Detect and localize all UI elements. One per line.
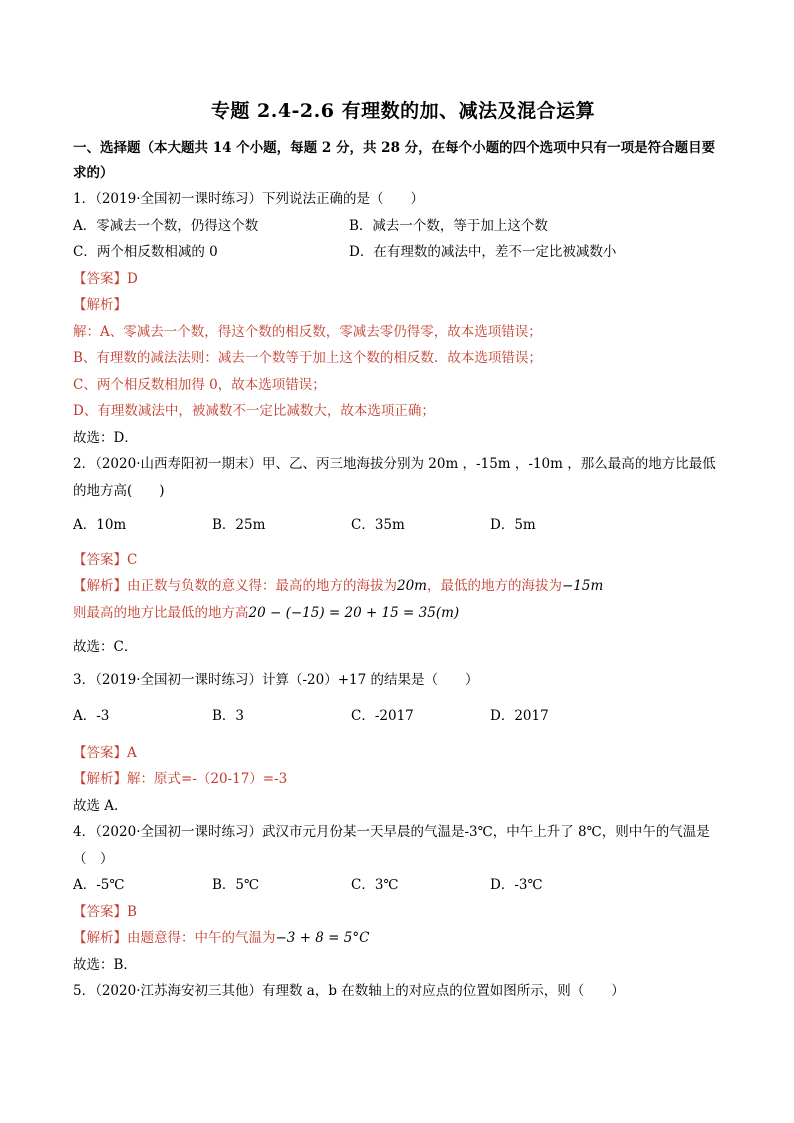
question-4-option-b: B．5℃ bbox=[212, 877, 260, 893]
question-5-stem: 5．（2020·江苏海安初三其他）有理数 a，b 在数轴上的对应点的位置如图所示，则（ ） bbox=[73, 983, 625, 999]
question-3-analysis-label: 【解析】 bbox=[73, 771, 127, 787]
question-3-option-a: A．-3 bbox=[73, 708, 110, 724]
question-3-options bbox=[73, 703, 733, 730]
question-1-option-b: B．减去一个数，等于加上这个数 bbox=[349, 217, 548, 234]
question-1-analysis-line: B、有理数的减法法则：减去一个数等于加上这个数的相反数．故本选项错误； bbox=[73, 350, 542, 366]
question-4-option-a: A．-5℃ bbox=[73, 877, 125, 893]
question-4-analysis-text: 由题意得：中午的气温为 bbox=[127, 930, 276, 946]
question-4-stem-line2: （ ） bbox=[73, 850, 114, 867]
question-2-answer: 【答案】C bbox=[73, 551, 138, 568]
question-2-analysis-mid: ，最低的地方的海拔为 bbox=[426, 578, 562, 594]
question-2-formula-max: 20m bbox=[397, 578, 427, 594]
question-1-stem: 1．（2019·全国初一课时练习）下列说法正确的是（ ） bbox=[73, 191, 424, 207]
question-3-option-c: C．-2017 bbox=[351, 708, 414, 724]
question-1-analysis-label: 【解析】 bbox=[73, 297, 127, 313]
question-2-conclusion: 故选：C． bbox=[73, 639, 138, 655]
question-2-analysis-line2 bbox=[73, 600, 733, 627]
question-3-analysis bbox=[73, 766, 733, 793]
question-3-conclusion: 故选 A. bbox=[73, 797, 119, 814]
question-4-analysis bbox=[73, 925, 733, 952]
question-3-stem: 3．（2019·全国初一课时练习）计算（-20）+17 的结果是（ ） bbox=[73, 671, 479, 688]
question-1-option-d: D．在有理数的减法中，差不一定比被减数小 bbox=[349, 244, 617, 260]
question-2-option-d: D．5m bbox=[490, 517, 536, 533]
question-2-option-a: A．10m bbox=[73, 517, 127, 533]
question-2-line2-formula: 20 − (−15) = 20 + 15 = 35(m) bbox=[248, 604, 460, 621]
question-2-analysis-label: 【解析】 bbox=[73, 578, 127, 594]
question-5 bbox=[73, 978, 733, 1005]
question-4-answer: 【答案】B bbox=[73, 903, 137, 920]
question-1-analysis-line: D、有理数减法中，被减数不一定比减数大，故本选项正确； bbox=[73, 403, 435, 419]
question-1 bbox=[73, 186, 733, 451]
document-page bbox=[73, 96, 733, 1005]
question-1-analysis-line: 解：A、零减去一个数，得这个数的相反数，零减去零仍得零，故本选项错误； bbox=[73, 323, 542, 340]
question-2-stem-line2: 的地方高( ) bbox=[73, 482, 165, 499]
question-1-answer: 【答案】D bbox=[73, 270, 138, 287]
question-2-analysis bbox=[73, 573, 733, 600]
section-heading bbox=[73, 136, 733, 186]
question-3-answer: 【答案】A bbox=[73, 744, 137, 761]
question-1-options-row2 bbox=[73, 239, 733, 266]
question-2 bbox=[73, 451, 733, 661]
question-4-options bbox=[73, 872, 733, 899]
question-2-option-c: C．35m bbox=[351, 517, 405, 533]
question-4-option-c: C．3℃ bbox=[351, 877, 399, 893]
question-3-analysis-text: 解：原式=-（20-17）=-3 bbox=[127, 771, 288, 787]
question-3 bbox=[73, 667, 733, 820]
section-heading-line2: 求的） bbox=[73, 165, 114, 181]
question-2-option-b: B．25m bbox=[212, 517, 266, 533]
question-1-options-row1 bbox=[73, 213, 733, 240]
question-1-conclusion: 故选：D． bbox=[73, 429, 138, 446]
question-4-option-d: D．-3℃ bbox=[490, 877, 543, 893]
question-1-option-c: C．两个相反数相减的 0 bbox=[73, 244, 218, 260]
question-4-formula: −3 + 8 = 5°C bbox=[275, 930, 370, 946]
question-3-option-b: B．3 bbox=[212, 708, 245, 724]
question-2-stem-line1: 2．（2020·山西寿阳初一期末）甲、乙、丙三地海拔分别为 20m ，-15m ，-10m ，那么最高的地方比最低 bbox=[73, 456, 716, 472]
question-4-analysis-label: 【解析】 bbox=[73, 930, 127, 946]
page-title: 专题 2.4-2.6 有理数的加、减法及混合运算 bbox=[210, 100, 596, 122]
question-1-option-a: A．零减去一个数，仍得这个数 bbox=[73, 217, 259, 234]
question-2-line2-text: 则最高的地方比最低的地方高 bbox=[73, 604, 249, 621]
question-2-options bbox=[73, 512, 733, 539]
question-2-formula-min: −15m bbox=[561, 578, 604, 594]
question-3-option-d: D．2017 bbox=[490, 708, 549, 724]
question-4-stem-line1: 4．（2020·全国初一课时练习）武汉市元月份某一天早晨的气温是-3℃，中午上升了 8℃，则中午的气温是 bbox=[73, 824, 710, 840]
question-2-analysis-text: 由正数与负数的意义得：最高的地方的海拔为 bbox=[127, 578, 397, 594]
question-1-analysis-line: C、两个相反数相加得 0，故本选项错误； bbox=[73, 376, 326, 393]
question-4 bbox=[73, 819, 733, 978]
section-heading-line1: 一、选择题（本大题共 14 个小题，每题 2 分，共 28 分，在每个小题的四个选项中只有一项是符合题目要 bbox=[73, 140, 716, 156]
question-4-conclusion: 故选：B． bbox=[73, 956, 137, 973]
